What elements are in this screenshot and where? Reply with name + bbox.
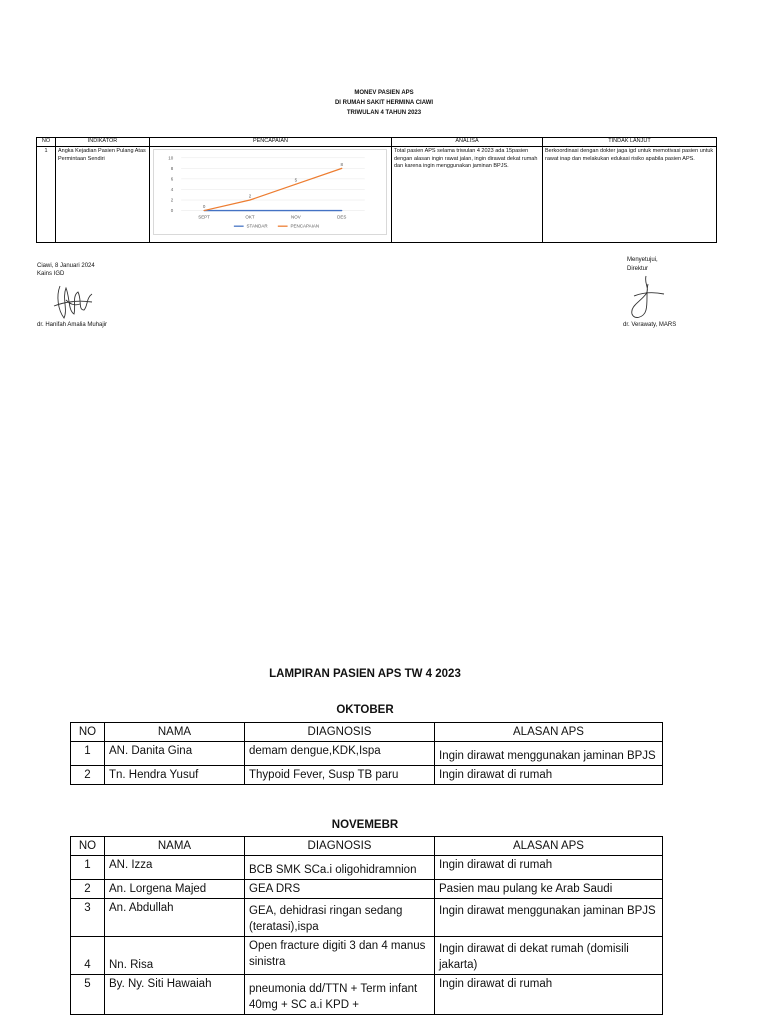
cell-nama: An. Lorgena Majed — [105, 880, 245, 899]
sign-left-date: Ciawi, 8 Januari 2024 — [37, 263, 95, 269]
data-point — [295, 184, 296, 185]
col-header-pencapaian: PENCAPAIAN — [150, 138, 392, 147]
month-oktober-heading: OKTOBER — [336, 704, 394, 716]
cell-diagnosis: demam dengue,KDK,Ispa — [245, 742, 435, 766]
y-tick-label: 0 — [170, 208, 174, 214]
legend-label: PENCAPAIAN — [290, 223, 320, 229]
col-header-analisa: ANALISA — [392, 138, 543, 147]
y-tick-label: 10 — [168, 155, 174, 161]
data-label: 5 — [294, 177, 298, 183]
y-tick-label: 2 — [170, 197, 174, 203]
sign-right-approve: Menyetujui, — [627, 257, 658, 263]
row-pencapaian-chart — [150, 147, 392, 243]
data-point — [249, 199, 250, 200]
table-row — [71, 766, 663, 785]
signature-right-image — [624, 272, 668, 322]
col-header-diagnosis: DIAGNOSIS — [245, 723, 435, 742]
table-row — [71, 742, 663, 766]
cell-alasan: Ingin dirawat menggunakan jaminan BPJS — [435, 899, 663, 937]
col-header-no: NO — [71, 837, 105, 856]
table-row — [71, 880, 663, 899]
cell-nama: AN. Danita Gina — [105, 742, 245, 766]
sign-right-role: Direktur — [627, 266, 649, 272]
cell-nama: AN. Izza — [105, 856, 245, 880]
cell-no: 2 — [71, 880, 105, 899]
cell-diagnosis: GEA, dehidrasi ringan sedang (teratasi),ispa — [245, 899, 435, 937]
data-point — [295, 210, 296, 211]
x-tick-label: NOV — [291, 214, 301, 220]
sign-left-name: dr. Hanifah Amalia Muhajir — [37, 322, 108, 328]
cell-no: 4 — [71, 937, 105, 975]
col-header-tindak-lanjut: TINDAK LANJUT — [543, 138, 717, 147]
cell-alasan: Ingin dirawat di rumah — [435, 975, 663, 1015]
cell-diagnosis: GEA DRS — [245, 880, 435, 899]
doc-subtitle-hospital: DI RUMAH SAKIT HERMINA CIAWI — [334, 100, 434, 106]
cell-alasan: Ingin dirawat di rumah — [435, 856, 663, 880]
monev-table — [36, 137, 717, 243]
col-header-alasan: ALASAN APS — [435, 723, 663, 742]
y-tick-label: 6 — [170, 176, 174, 182]
cell-diagnosis: BCB SMK SCa.i oligohidramnion — [245, 856, 435, 880]
x-tick-label: SEPT — [198, 214, 210, 220]
november-table — [70, 836, 663, 1015]
legend-label: STANDAR — [246, 223, 268, 229]
cell-alasan: Ingin dirawat di dekat rumah (domisili jakarta) — [435, 937, 663, 975]
col-header-diagnosis: DIAGNOSIS — [245, 837, 435, 856]
cell-no: 3 — [71, 899, 105, 937]
col-header-nama: NAMA — [105, 723, 245, 742]
table-row — [71, 937, 663, 975]
oktober-table — [70, 722, 663, 785]
data-point — [341, 168, 342, 169]
cell-nama: By. Ny. Siti Hawaiah — [105, 975, 245, 1015]
col-header-no: NO — [71, 723, 105, 742]
x-tick-label: DES — [337, 214, 347, 220]
cell-diagnosis: Thypoid Fever, Susp TB paru — [245, 766, 435, 785]
doc-subtitle-period: TRIWULAN 4 TAHUN 2023 — [346, 110, 422, 116]
col-header-indikator: INDIKATOR — [56, 138, 150, 147]
month-november-heading: NOVEMEBR — [331, 819, 399, 831]
lampiran-title: LAMPIRAN PASIEN APS TW 4 2023 — [269, 668, 461, 680]
row-indikator: Angka Kejadian Pasien Pulang Atas Permintaan Sendiri — [56, 147, 150, 243]
cell-diagnosis: pneumonia dd/TTN + Term infant 40mg + SC a.i KPD + — [245, 975, 435, 1015]
data-point — [249, 210, 250, 211]
doc-title: MONEV PASIEN APS — [354, 90, 414, 96]
row-analisa: Total pasien APS selama triwulan 4 2023 ada 15pasien dengan alasan ingin rawat jalan, ingin dirawat dekat rumah dan karena ingin menggunakan jaminan BPJS. — [392, 147, 543, 243]
col-header-no: NO — [37, 138, 56, 147]
sign-right-name: dr. Verawaty, MARS — [623, 322, 677, 328]
col-header-nama: NAMA — [105, 837, 245, 856]
cell-nama: An. Abdullah — [105, 899, 245, 937]
data-point — [341, 210, 342, 211]
table-row — [37, 147, 717, 243]
data-label: 0 — [202, 204, 206, 210]
x-tick-label: OKT — [245, 214, 255, 220]
row-no: 1 — [37, 147, 56, 243]
table-row — [71, 975, 663, 1015]
col-header-alasan: ALASAN APS — [435, 837, 663, 856]
table-row — [71, 856, 663, 880]
cell-alasan: Ingin dirawat menggunakan jaminan BPJS — [435, 742, 663, 766]
row-tindak-lanjut: Berkoordinasi dengan dokter jaga igd untuk memotivasi pasien untuk rawat inap dan melakukan edukasi risiko apabila pasien APS. — [543, 147, 717, 243]
cell-nama: Nn. Risa — [105, 937, 245, 975]
cell-alasan: Ingin dirawat di rumah — [435, 766, 663, 785]
cell-no: 5 — [71, 975, 105, 1015]
sign-left-role: Kains IGD — [37, 271, 65, 277]
cell-no: 1 — [71, 856, 105, 880]
signature-left-image — [48, 280, 96, 324]
data-label: 8 — [340, 161, 344, 167]
cell-alasan: Pasien mau pulang ke Arab Saudi — [435, 880, 663, 899]
cell-no: 1 — [71, 742, 105, 766]
data-point — [203, 210, 204, 211]
pencapaian-line-chart — [153, 149, 387, 235]
table-row — [71, 899, 663, 937]
cell-nama: Tn. Hendra Yusuf — [105, 766, 245, 785]
cell-no: 2 — [71, 766, 105, 785]
y-tick-label: 8 — [170, 165, 174, 171]
data-label: 2 — [248, 193, 252, 199]
cell-diagnosis: Open fracture digiti 3 dan 4 manus sinistra — [245, 937, 435, 975]
y-tick-label: 4 — [170, 187, 174, 193]
